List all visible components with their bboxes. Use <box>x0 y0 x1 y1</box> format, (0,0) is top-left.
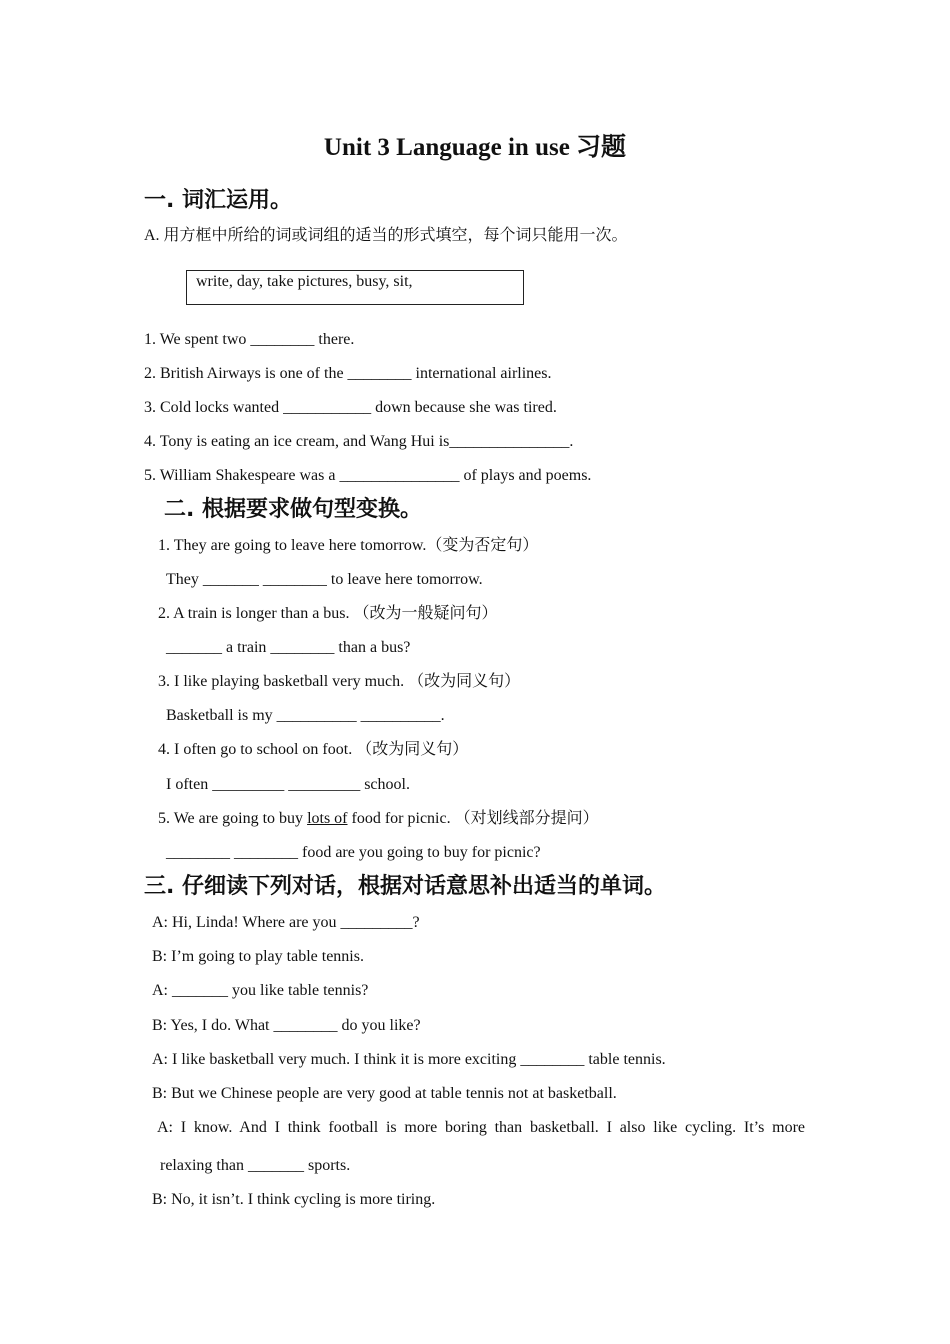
section2-item-3-prompt: 3. I like playing basketball very much. （改为同义句） <box>158 673 521 690</box>
section1-item-3: 3. Cold locks wanted ___________ down because she was tired. <box>144 399 557 416</box>
section1-item-2: 2. British Airways is one of the ________ international airlines. <box>144 365 552 382</box>
section2-item-4-answer: I often _________ _________ school. <box>166 776 410 793</box>
page-title: Unit 3 Language in use 习题 <box>323 134 627 161</box>
dialogue-line-7-continued: relaxing than _______ sports. <box>160 1157 351 1174</box>
section2-item-5-prompt <box>158 808 599 830</box>
item5-underlined-phrase: lots of <box>307 810 348 827</box>
section1-instruction: A. 用方框中所给的词或词组的适当的形式填空，每个词只能用一次。 <box>144 227 628 244</box>
dialogue-line-6: B: But we Chinese people are very good at table tennis not at basketball. <box>152 1085 617 1102</box>
section1-item-1: 1. We spent two ________ there. <box>144 331 355 348</box>
section2-item-5-answer: ________ ________ food are you going to buy for picnic? <box>166 844 541 861</box>
dialogue-line-5: A: I like basketball very much. I think it is more exciting ________ table tennis. <box>152 1051 666 1068</box>
section2-item-4-prompt: 4. I often go to school on foot. （改为同义句） <box>158 741 469 758</box>
dialogue-line-1: A: Hi, Linda! Where are you _________? <box>152 914 420 931</box>
section2-item-2-answer: _______ a train ________ than a bus? <box>166 639 411 656</box>
dialogue-line-7: A: I know. And I think football is more boring than basketball. I also like cycling. It’s more <box>157 1119 805 1136</box>
dialogue-line-8: B: No, it isn’t. I think cycling is more tiring. <box>152 1191 436 1208</box>
item5-suffix: food for picnic. （对划线部分提问） <box>347 810 599 827</box>
word-box-text: write, day, take pictures, busy, sit, <box>196 273 413 290</box>
section2-item-2-prompt: 2. A train is longer than a bus. （改为一般疑问句） <box>158 605 498 622</box>
section2-item-1-answer: They _______ ________ to leave here tomorrow. <box>166 571 483 588</box>
dialogue-line-2: B: I’m going to play table tennis. <box>152 948 364 965</box>
section1-item-5: 5. William Shakespeare was a _______________ of plays and poems. <box>144 467 592 484</box>
item5-prefix: 5. We are going to buy <box>158 810 308 827</box>
section3-heading: 三. 仔细读下列对话，根据对话意思补出适当的单词。 <box>144 874 667 899</box>
dialogue-line-3: A: _______ you like table tennis? <box>152 982 369 999</box>
section2-item-3-answer: Basketball is my __________ __________. <box>166 707 445 724</box>
section2-item-1-prompt: 1. They are going to leave here tomorrow.（变为否定句） <box>158 537 539 554</box>
dialogue-line-4: B: Yes, I do. What ________ do you like? <box>152 1017 421 1034</box>
word-box <box>186 270 524 305</box>
section1-heading: 一. 词汇运用。 <box>144 188 293 213</box>
section1-item-4: 4. Tony is eating an ice cream, and Wang Hui is_______________. <box>144 433 574 450</box>
section2-heading: 二. 根据要求做句型变换。 <box>164 497 423 522</box>
